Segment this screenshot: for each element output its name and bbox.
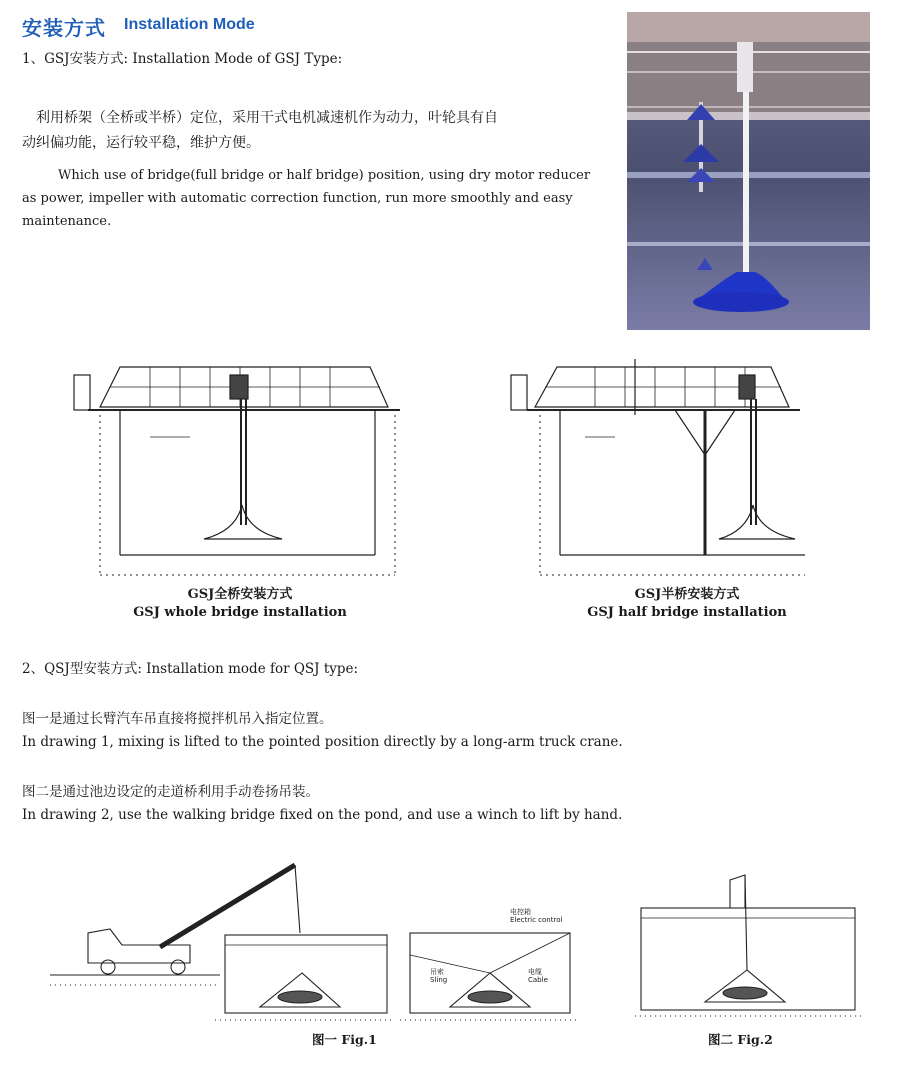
desc-en-line1: Which use of bridge(full bridge or half bridge) position, using dry motor reducer <box>58 168 591 183</box>
label-cable-en: Cable <box>528 976 548 984</box>
installation-photo <box>627 12 870 330</box>
fig2-desc-cn: 图二是通过池边设定的走道桥利用手动卷扬吊装。 <box>22 784 319 800</box>
page-title-cn: 安装方式 <box>22 16 106 40</box>
full-bridge-caption <box>115 586 365 622</box>
winch-frame <box>730 875 745 908</box>
label-sling-cn: 吊索 <box>430 968 444 976</box>
desc-cn-line2: 动纠偏功能，运行较平稳，维护方便。 <box>22 135 260 151</box>
section1-heading: 1、GSJ安装方式: Installation Mode of GSJ Type: <box>22 51 343 67</box>
control-cabinet <box>511 375 527 410</box>
label-electric-control <box>510 908 562 924</box>
fig2-caption: 图二 Fig.2 <box>708 1032 773 1047</box>
half-bridge-caption-cn: GSJ半桥安装方式 <box>634 587 740 602</box>
section1-desc-en <box>22 164 617 233</box>
gsj-full-bridge-diagram <box>70 355 410 585</box>
gsj-half-bridge-diagram <box>505 355 815 585</box>
fig1-desc-en: In drawing 1, mixing is lifted to the pointed position directly by a long-arm truck crane. <box>22 734 623 750</box>
truck <box>88 929 190 963</box>
label-electric-control-en: Electric control <box>510 916 563 924</box>
label-cable <box>528 968 548 984</box>
fig1-diagram <box>50 855 590 1025</box>
motor <box>230 375 248 399</box>
fig1-caption: 图一 Fig.1 <box>312 1032 377 1047</box>
control-cabinet <box>74 375 90 410</box>
fig1-desc-cn: 图一是通过长臂汽车吊直接将搅拌机吊入指定位置。 <box>22 711 333 727</box>
desc-en-line2: as power, impeller with automatic correction function, run more smoothly and easy <box>22 191 573 206</box>
desc-cn-line1: 利用桥架（全桥或半桥）定位，采用干式电机减速机作为动力，叶轮具有自 <box>36 110 498 126</box>
half-bridge-caption <box>562 586 812 622</box>
fig2-desc-en: In drawing 2, use the walking bridge fixed on the pond, and use a winch to lift by hand. <box>22 807 623 823</box>
section1-desc-cn <box>22 106 612 156</box>
full-bridge-caption-en: GSJ whole bridge installation <box>133 605 347 620</box>
label-cable-cn: 电缆 <box>528 968 542 976</box>
fig2-diagram <box>635 870 865 1020</box>
impeller <box>204 505 282 539</box>
half-bridge-caption-en: GSJ half bridge installation <box>587 605 787 620</box>
desc-en-line3: maintenance. <box>22 214 112 229</box>
page-title-en: Installation Mode <box>124 16 255 33</box>
section2-heading: 2、QSJ型安装方式: Installation mode for QSJ type: <box>22 661 359 677</box>
label-electric-control-cn: 电控箱 <box>510 908 531 916</box>
label-sling <box>430 968 447 984</box>
label-sling-en: Sling <box>430 976 448 984</box>
full-bridge-caption-cn: GSJ全桥安装方式 <box>187 587 293 602</box>
motor <box>739 375 755 399</box>
